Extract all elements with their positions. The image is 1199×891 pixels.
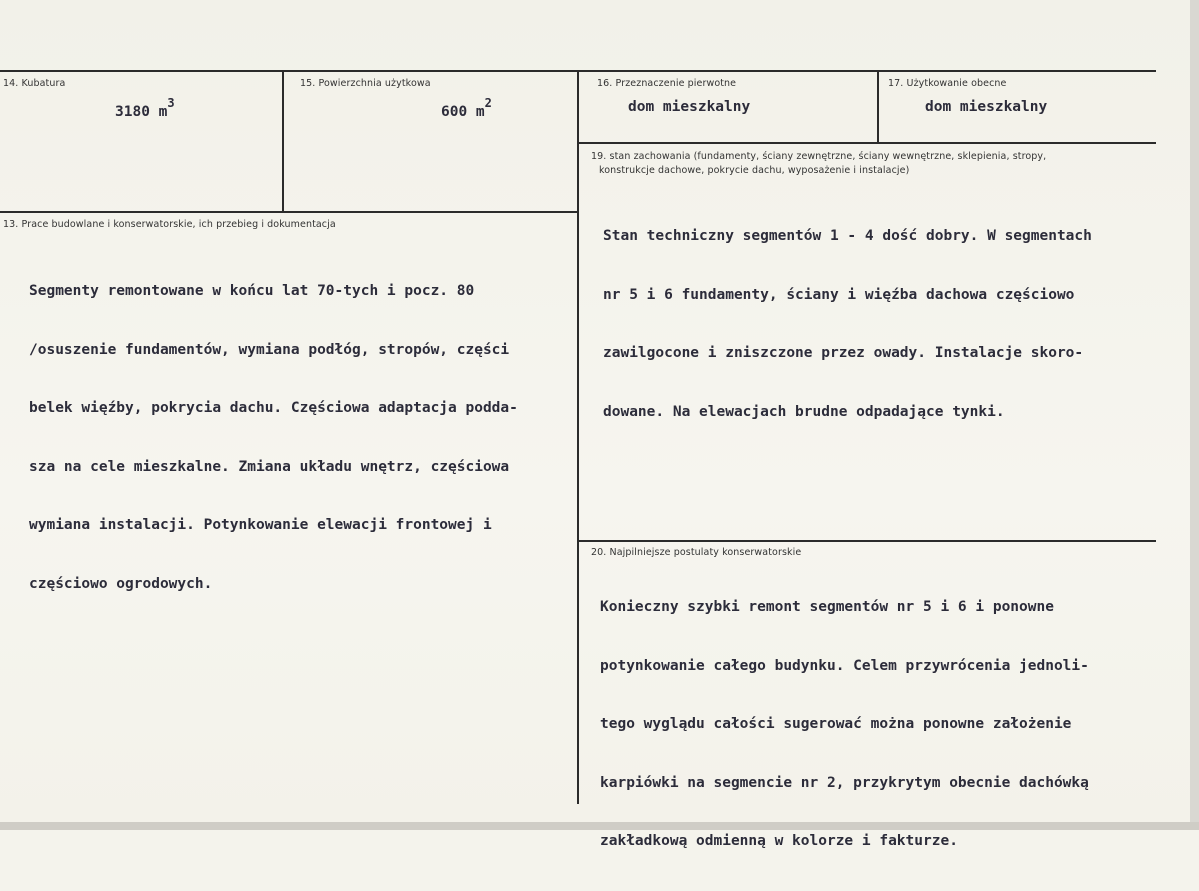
postulaty-line: potynkowanie całego budynku. Celem przywrócenia jednoli- bbox=[600, 657, 1089, 674]
uzytkowanie-value: dom mieszkalny bbox=[925, 99, 1048, 115]
stan-line: nr 5 i 6 fundamenty, ściany i więźba dachowa częściowo bbox=[603, 286, 1075, 303]
divider-16-17 bbox=[877, 71, 879, 143]
prace-line: belek więźby, pokrycia dachu. Częściowa adaptacja podda- bbox=[29, 400, 518, 416]
postulaty-text bbox=[600, 559, 1089, 891]
kubatura-value bbox=[115, 96, 175, 120]
prace-line: częściowo ogrodowych. bbox=[29, 575, 213, 592]
postulaty-line: Konieczny szybki remont segmentów nr 5 i 6 i ponowne bbox=[600, 599, 1054, 615]
stan-zachowania-label bbox=[591, 151, 1046, 176]
stan-zachowania-text bbox=[603, 188, 1092, 461]
card-edge-right bbox=[1190, 0, 1199, 830]
prace-line: sza na cele mieszkalne. Zmiana układu wnętrz, częściowa bbox=[29, 458, 510, 475]
prace-line: wymiana instalacji. Potynkowanie elewacji frontowej i bbox=[29, 517, 492, 533]
stan-line: dowane. Na elewacjach brudne odpadające tynki. bbox=[603, 403, 1005, 420]
divider-14-15 bbox=[282, 71, 284, 212]
rule-under-16-17 bbox=[578, 142, 1156, 144]
uzytkowanie-label: 17. Użytkowanie obecne bbox=[888, 78, 1007, 89]
powierzchnia-number: 600 m bbox=[441, 103, 485, 120]
przeznaczenie-label: 16. Przeznaczenie pierwotne bbox=[597, 78, 737, 89]
kubatura-exponent: 3 bbox=[167, 96, 175, 110]
postulaty-line: karpiówki na segmencie nr 2, przykrytym obecnie dachówką bbox=[600, 774, 1089, 791]
postulaty-label: 20. Najpilniejsze postulaty konserwatorskie bbox=[591, 547, 802, 558]
kubatura-number: 3180 m bbox=[115, 103, 168, 120]
przeznaczenie-value: dom mieszkalny bbox=[628, 99, 751, 115]
stan-zachowania-label-line: konstrukcje dachowe, pokrycie dachu, wyposażenie i instalacje) bbox=[599, 165, 910, 176]
prace-text bbox=[29, 243, 518, 633]
prace-line: /osuszenie fundamentów, wymiana podłóg, stropów, części bbox=[29, 341, 510, 358]
powierzchnia-value bbox=[441, 96, 492, 120]
prace-label: 13. Prace budowlane i konserwatorskie, ich przebieg i dokumentacja bbox=[3, 219, 336, 230]
powierzchnia-label: 15. Powierzchnia użytkowa bbox=[300, 78, 431, 89]
prace-line: Segmenty remontowane w końcu lat 70-tych i pocz. 80 bbox=[29, 283, 475, 299]
card-edge-bottom bbox=[0, 822, 1199, 830]
postulaty-line: zakładkową odmienną w kolorze i fakturze. bbox=[600, 833, 958, 849]
center-divider bbox=[577, 71, 579, 804]
stan-line: Stan techniczny segmentów 1 - 4 dość dobry. W segmentach bbox=[603, 228, 1092, 244]
powierzchnia-exponent: 2 bbox=[484, 96, 492, 110]
kubatura-label: 14. Kubatura bbox=[3, 78, 66, 89]
stan-zachowania-label-line: 19. stan zachowania (fundamenty, ściany zewnętrzne, ściany wewnętrzne, sklepienia, stropy, bbox=[591, 151, 1047, 162]
stan-line: zawilgocone i zniszczone przez owady. Instalacje skoro- bbox=[603, 345, 1084, 361]
postulaty-line: tego wyglądu całości sugerować można ponowne założenie bbox=[600, 716, 1072, 732]
rule-above-20 bbox=[578, 540, 1156, 542]
rule-under-14-15 bbox=[0, 211, 578, 213]
